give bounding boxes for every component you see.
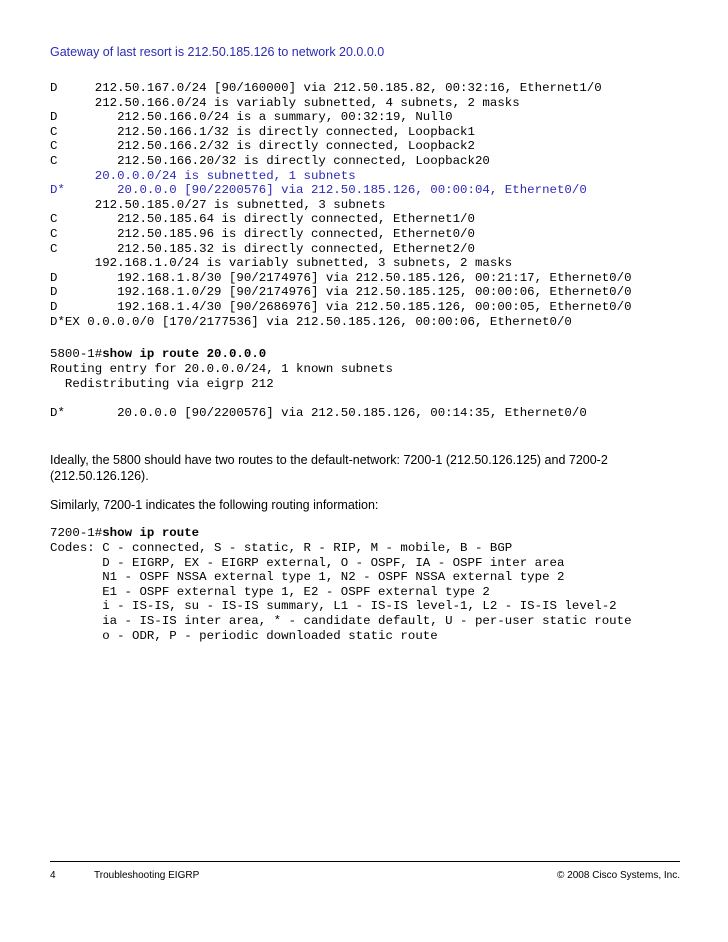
cli-command: show ip route [102, 526, 200, 540]
route-line: C 212.50.166.1/32 is directly connected, Loopback1 [50, 124, 475, 139]
cli-command: show ip route 20.0.0.0 [102, 347, 267, 361]
route-line: D* 20.0.0.0 [90/2200576] via 212.50.185.126, 00:00:04, Ethernet0/0 [50, 183, 587, 198]
gateway-of-last-resort-line: Gateway of last resort is 212.50.185.126 to network 20.0.0.0 [50, 45, 385, 59]
route-line: D 192.168.1.0/29 [90/2174976] via 212.50.185.125, 00:00:06, Ethernet0/0 [50, 285, 632, 300]
route-line: C 212.50.185.32 is directly connected, Ethernet2/0 [50, 241, 475, 256]
codes-line: i - IS-IS, su - IS-IS summary, L1 - IS-IS level-1, L2 - IS-IS level-2 [50, 599, 617, 614]
route-entry-default: D* 20.0.0.0 [90/2200576] via 212.50.185.126, 00:14:35, Ethernet0/0 [50, 406, 587, 420]
route-line: D 192.168.1.8/30 [90/2174976] via 212.50.185.126, 00:21:17, Ethernet0/0 [50, 270, 632, 285]
paragraph-similarly: Similarly, 7200-1 indicates the following routing information: [50, 498, 379, 512]
route-line: D 212.50.166.0/24 is a summary, 00:32:19, Null0 [50, 110, 453, 125]
route-line: 212.50.166.0/24 is variably subnetted, 4 subnets, 2 masks [50, 95, 520, 110]
footer-divider [50, 861, 680, 862]
paragraph-ideal-routes: Ideally, the 5800 should have two routes to the default-network: 7200-1 (212.50.126.125) and 7200-2 (212.50.126.126). [50, 453, 608, 483]
page-number: 4 [50, 870, 56, 881]
cli-prompt: 5800-1# [50, 347, 103, 361]
route-line: D 192.168.1.4/30 [90/2686976] via 212.50.185.126, 00:00:05, Ethernet0/0 [50, 299, 632, 314]
route-entry-output [50, 362, 393, 391]
route-line: D*EX 0.0.0.0/0 [170/2177536] via 212.50.185.126, 00:00:06, Ethernet0/0 [50, 314, 572, 329]
show-ip-route-20-command [50, 347, 266, 362]
codes-line: Codes: C - connected, S - static, R - RIP, M - mobile, B - BGP [50, 541, 513, 555]
output-line: Redistributing via eigrp 212 [50, 376, 274, 391]
footer-copyright: © 2008 Cisco Systems, Inc. [557, 870, 680, 881]
codes-line: E1 - OSPF external type 1, E2 - OSPF external type 2 [50, 584, 490, 599]
show-ip-route-command [50, 526, 199, 541]
route-line: C 212.50.166.2/32 is directly connected, Loopback2 [50, 139, 475, 154]
route-line: C 212.50.166.20/32 is directly connected, Loopback20 [50, 153, 490, 168]
route-line: D 212.50.167.0/24 [90/160000] via 212.50.185.82, 00:32:16, Ethernet1/0 [50, 81, 602, 95]
route-line: 192.168.1.0/24 is variably subnetted, 3 subnets, 2 masks [50, 256, 513, 271]
footer-title: Troubleshooting EIGRP [94, 870, 200, 881]
route-line: 20.0.0.0/24 is subnetted, 1 subnets [50, 168, 356, 183]
output-line: Routing entry for 20.0.0.0/24, 1 known subnets [50, 362, 393, 376]
route-line: 212.50.185.0/27 is subnetted, 3 subnets [50, 197, 386, 212]
cli-prompt: 7200-1# [50, 526, 103, 540]
codes-line: N1 - OSPF NSSA external type 1, N2 - OSPF NSSA external type 2 [50, 570, 565, 585]
codes-line: D - EIGRP, EX - EIGRP external, O - OSPF, IA - OSPF inter area [50, 555, 565, 570]
codes-line: o - ODR, P - periodic downloaded static route [50, 628, 438, 643]
codes-line: ia - IS-IS inter area, * - candidate default, U - per-user static route [50, 613, 632, 628]
route-codes-legend [50, 541, 632, 643]
route-line: C 212.50.185.64 is directly connected, Ethernet1/0 [50, 212, 475, 227]
route-line: C 212.50.185.96 is directly connected, Ethernet0/0 [50, 226, 475, 241]
route-table-block [50, 81, 632, 329]
